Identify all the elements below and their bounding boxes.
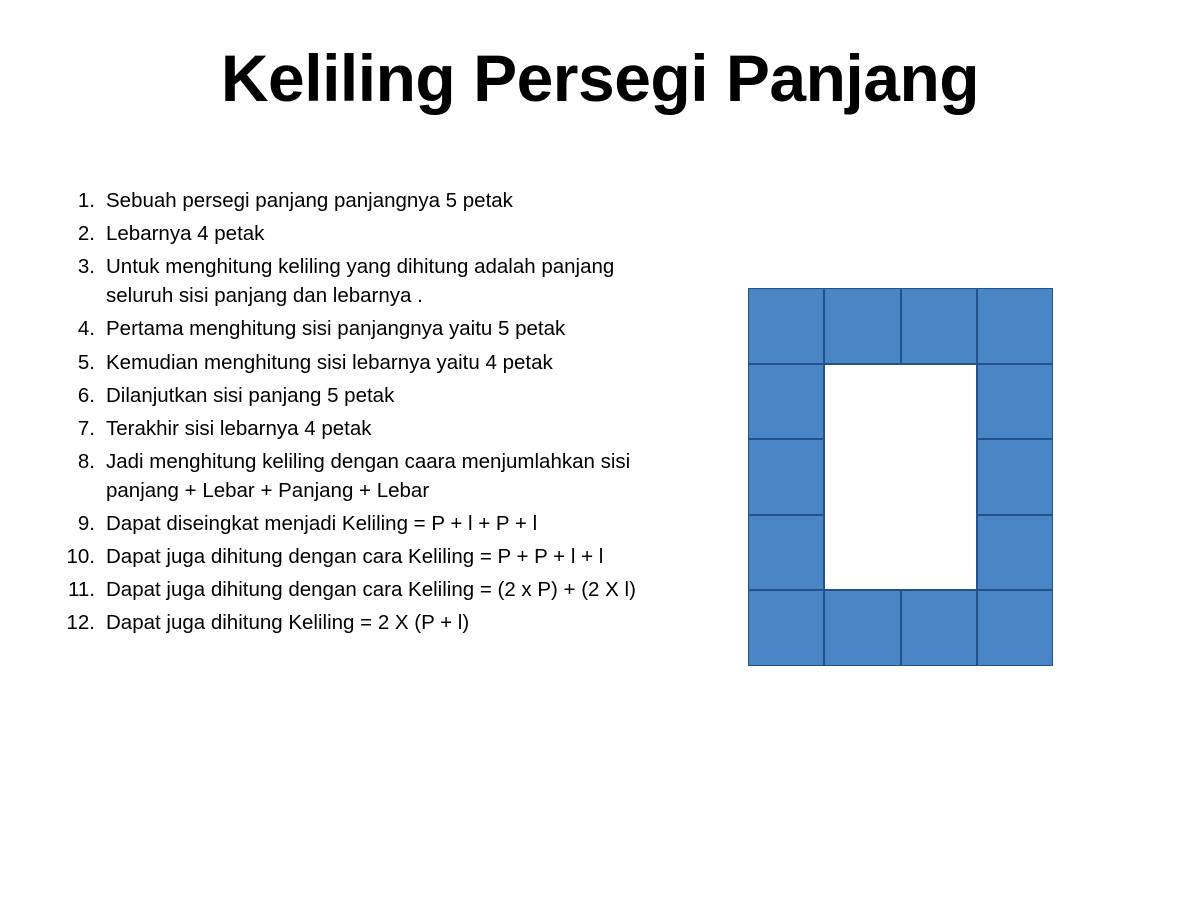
list-item [62, 575, 662, 604]
grid-cell-empty [824, 515, 900, 591]
rectangle-perimeter-figure [748, 288, 1053, 666]
list-item-label: Dapat juga dihitung Keliling = 2 X (P + l) [106, 611, 470, 635]
list-item-label: Untuk menghitung keliling yang dihitung adalah panjang seluruh sisi panjang dan lebarnya . [106, 255, 615, 308]
list-item-label: Terakhir sisi lebarnya 4 petak [106, 416, 372, 440]
grid-cell [748, 590, 824, 666]
list-item [62, 414, 662, 443]
list-item-label: Pertama menghitung sisi panjangnya yaitu 5 petak [106, 317, 566, 341]
grid-cell [977, 288, 1053, 364]
grid-cell [977, 590, 1053, 666]
list-item-label: Dilanjutkan sisi panjang 5 petak [106, 383, 395, 407]
list-item [62, 381, 662, 410]
list-item-number: 11. [68, 578, 95, 602]
page-title: Keliling Persegi Panjang [220, 41, 980, 115]
list-item-number: 7. [77, 416, 95, 440]
list-item-number: 10. [66, 545, 95, 569]
list-item-number: 3. [77, 255, 95, 279]
list-item-label: Lebarnya 4 petak [106, 222, 265, 246]
grid-cell [977, 439, 1053, 515]
list-item-number: 12. [66, 611, 95, 635]
list-item [62, 509, 662, 538]
list-item [62, 447, 662, 505]
numbered-list [62, 186, 662, 642]
list-item [62, 252, 662, 310]
list-item [62, 314, 662, 343]
grid-cell [977, 364, 1053, 440]
list-item [62, 608, 662, 637]
list-item-number: 5. [77, 350, 95, 374]
grid-cell-empty [901, 364, 977, 440]
list-item-label: Sebuah persegi panjang panjangnya 5 petak [106, 189, 513, 212]
list-item-label: Dapat diseingkat menjadi Keliling = P + l + P + l [106, 512, 538, 536]
grid-cell [977, 515, 1053, 591]
grid-cell-empty [901, 439, 977, 515]
list-item [62, 219, 662, 248]
list-item-number: 8. [77, 449, 95, 473]
list-item-label: Jadi menghitung keliling dengan caara menjumlahkan sisi panjang + Lebar + Panjang + Lebar [106, 449, 631, 502]
grid-cell [824, 590, 900, 666]
list-item-number: 6. [77, 383, 95, 407]
list-item-label: Kemudian menghitung sisi lebarnya yaitu 4 petak [106, 350, 553, 374]
list-item-number: 9. [77, 512, 95, 536]
grid-cell [824, 288, 900, 364]
grid-cell [901, 590, 977, 666]
list-item-number: 1. [77, 189, 95, 212]
grid-cell [748, 515, 824, 591]
grid-cell [901, 288, 977, 364]
grid-cell [748, 439, 824, 515]
list-item-label: Dapat juga dihitung dengan cara Keliling = (2 x P) + (2 X l) [106, 578, 636, 602]
list-item-label: Dapat juga dihitung dengan cara Keliling = P + P + l + l [106, 545, 604, 569]
grid-cell-empty [824, 439, 900, 515]
grid-cell [748, 364, 824, 440]
grid-cell-empty [824, 364, 900, 440]
figure-grid [748, 288, 1053, 666]
list-item-number: 2. [77, 222, 95, 246]
list-item [62, 186, 662, 215]
list-item [62, 348, 662, 377]
grid-cell [748, 288, 824, 364]
grid-cell-empty [901, 515, 977, 591]
list-item [62, 542, 662, 571]
list-item-number: 4. [77, 317, 95, 341]
